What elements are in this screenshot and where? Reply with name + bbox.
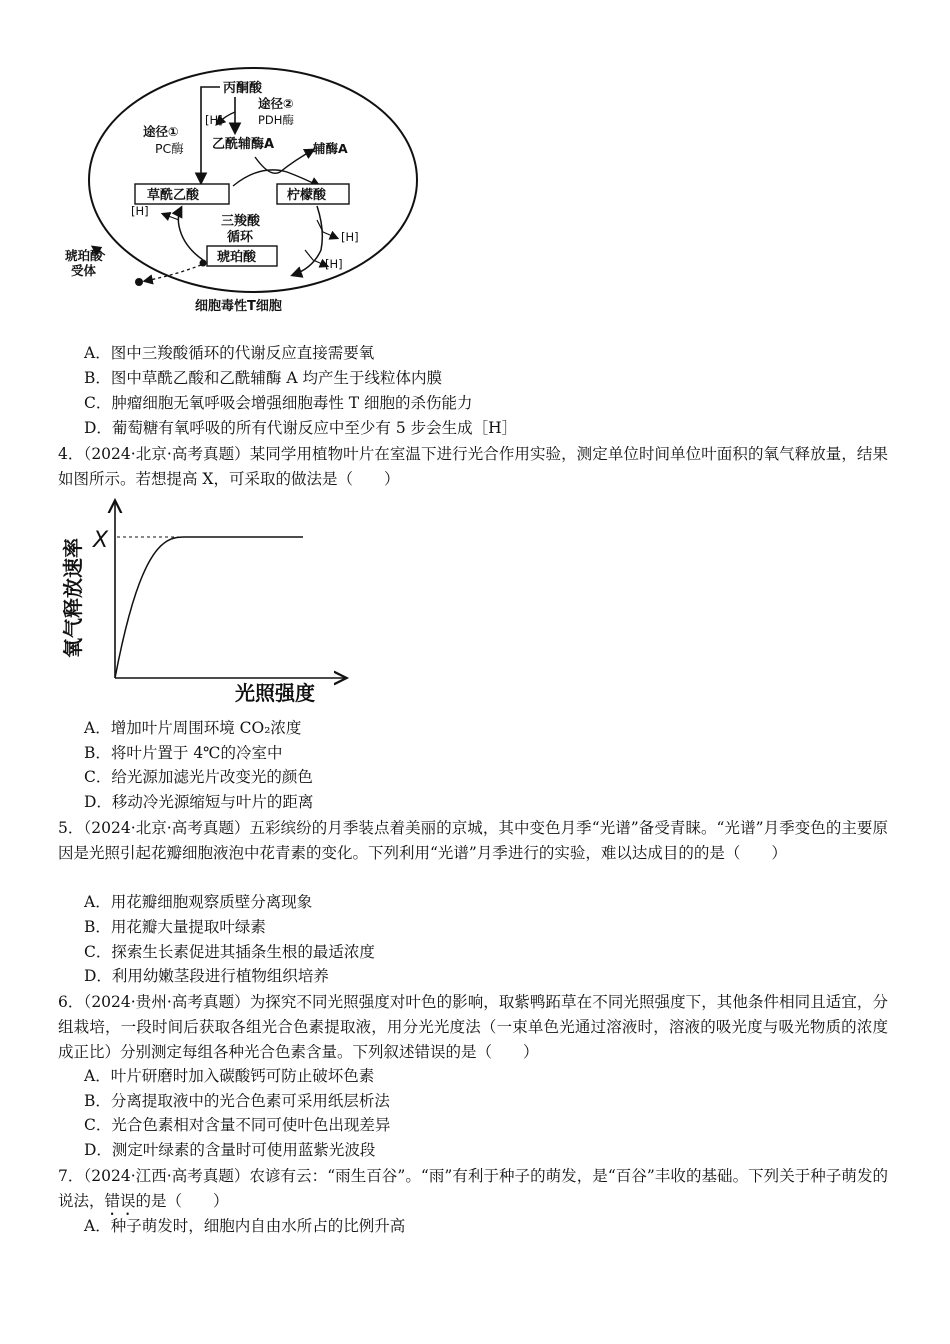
q7-stem-after: 的是（ ）	[135, 1191, 229, 1210]
q6-option-d: D．测定叶绿素的含量时可使用蓝紫光波段	[84, 1141, 376, 1159]
cycle-left-arrow	[178, 208, 203, 260]
q4-option-d: D．移动冷光源缩短与叶片的距离	[84, 793, 314, 811]
h-top-label: [H]	[205, 113, 223, 127]
acetyl-coa-label: 乙酰辅酶A	[212, 137, 275, 152]
tca-label-line1: 三羧酸	[221, 214, 261, 229]
h-right2-branch2	[305, 250, 313, 260]
q5-option-b: B．用花瓣大量提取叶绿素	[84, 918, 266, 936]
h-right2-label: [H]	[325, 257, 343, 271]
tca-label-line2: 循环	[227, 230, 254, 245]
q6-stem: 6．（2024·贵州·高考真题）为探究不同光照强度对叶色的影响，取紫鸭跖草在不同光照强度下，其他条件相同且适宜，分组栽培，一段时间后获取各组光合色素提取液，用分光光度法（一束单色光通过溶液时，溶液的吸光度与吸光物质的浓度成正比）分别测定每组各种光合色素含量。下列叙述错误的是（ ）	[58, 993, 888, 1061]
route2-label: 途径②	[258, 96, 294, 111]
q3-option-b: B．图中草酰乙酸和乙酰辅酶 A 均产生于线粒体内膜	[84, 369, 442, 387]
route1-label: 途径①	[143, 124, 179, 139]
receptor-dot	[135, 278, 143, 286]
q3-option-a: A．图中三羧酸循环的代谢反应直接需要氧	[84, 344, 375, 362]
h-left-label: [H]	[131, 204, 149, 218]
q7-stem	[58, 1164, 888, 1219]
q4-option-b: B．将叶片置于 4℃的冷室中	[84, 744, 283, 762]
cell-label: 细胞毒性T细胞	[195, 299, 282, 314]
q7-option-a: A．种子萌发时，细胞内自由水所占的比例升高	[84, 1217, 406, 1235]
receptor-label-line2: 受体	[71, 263, 97, 278]
pc-enzyme-label: PC酶	[155, 141, 184, 156]
citrate-label: 柠檬酸	[287, 188, 327, 203]
q6-option-c: C．光合色素相对含量不同可使叶色出现差异	[84, 1116, 391, 1134]
h-right1-label: [H]	[341, 230, 359, 244]
q5-option-a: A．用花瓣细胞观察质壁分离现象	[84, 893, 313, 911]
q5-option-c: C．探索生长素促进其插条生根的最适浓度	[84, 943, 375, 961]
q4-stem: 4．（2024·北京·高考真题）某同学用植物叶片在室温下进行光合作用实验，测定单位时间单位叶面积的氧气释放量，结果如图所示。若想提高 X，可采取的做法是（ ）	[58, 445, 888, 488]
q6-option-a: A．叶片研磨时加入碳酸钙可防止破坏色素	[84, 1067, 375, 1085]
tca-cycle-diagram	[55, 60, 425, 320]
route1-arrow	[201, 87, 220, 182]
pdh-enzyme-label: PDH酶	[258, 113, 294, 127]
receptor-label-line1: 琥珀酸	[65, 248, 103, 263]
q6-option-b: B．分离提取液中的光合色素可采用纸层析法	[84, 1092, 390, 1110]
coa-arrow	[255, 150, 313, 173]
oxaloacetate-label: 草酰乙酸	[147, 188, 200, 203]
q4-option-a: A．增加叶片周围环境 CO₂浓度	[84, 719, 302, 737]
h-right1-branch	[323, 232, 337, 238]
q5-stem: 5．（2024·北京·高考真题）五彩缤纷的月季装点着美丽的京城，其中变色月季“光谱”备受青睐。“光谱”月季变色的主要原因是光照引起花瓣细胞液泡中花青素的变化。下列利用“光谱”月季进行的实验，难以达成目的的是（ ）	[58, 819, 888, 862]
q3-option-c: C．肿瘤细胞无氧呼吸会增强细胞毒性 T 细胞的杀伤能力	[84, 394, 473, 412]
x-axis-label: 光照强度	[235, 681, 315, 705]
q4-option-c: C．给光源加滤光片改变光的颜色	[84, 768, 313, 786]
succinate-label: 琥珀酸	[217, 250, 257, 265]
y-axis-label: 氧气释放速率	[61, 538, 85, 658]
oxygen-release-chart	[55, 496, 355, 708]
q7-stem-before: 7．（2024·江西·高考真题）农谚有云：“雨生百谷”。“雨”有利于种子的萌发，是“百谷”丰收的基础。下列关于种子萌发的说法，	[58, 1167, 888, 1210]
q5-option-d: D．利用幼嫩茎段进行植物组织培养	[84, 967, 329, 985]
h-left-branch	[163, 214, 179, 220]
x-marker-label: X	[93, 528, 109, 553]
coa-label: 辅酶A	[313, 141, 348, 156]
pyruvate-label: 丙酮酸	[223, 81, 263, 96]
q7-stem-emphasis: 错误	[104, 1191, 136, 1210]
cycle-right-arrow	[293, 206, 322, 275]
oxygen-curve	[115, 537, 303, 678]
q3-option-d: D．葡萄糖有氧呼吸的所有代谢反应中至少有 5 步会生成［H］	[84, 419, 518, 437]
